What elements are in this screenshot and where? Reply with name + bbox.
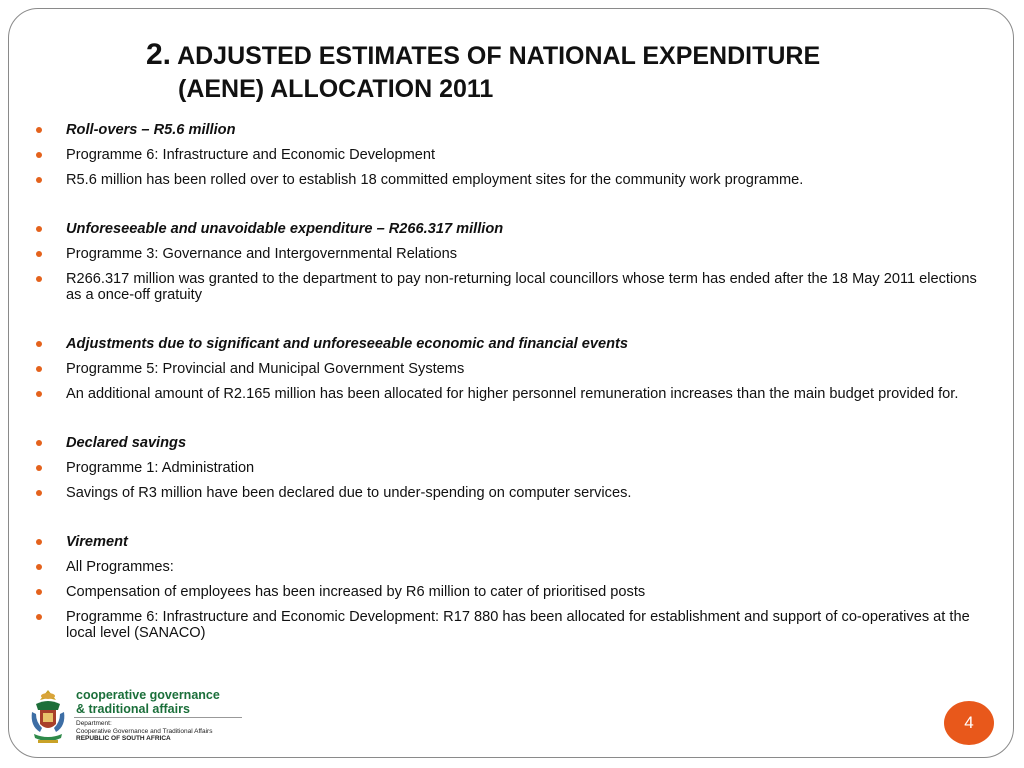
list-item bbox=[36, 172, 988, 188]
logo-sub-line-1: Department: bbox=[76, 720, 112, 727]
list-item bbox=[36, 460, 988, 476]
bullet-icon bbox=[36, 465, 42, 471]
item-text: Roll-overs – R5.6 million bbox=[66, 122, 236, 138]
section-heading bbox=[36, 435, 988, 451]
bullet-icon bbox=[36, 614, 42, 620]
list-item bbox=[36, 386, 988, 402]
bullet-icon bbox=[36, 226, 42, 232]
item-text: Programme 6: Infrastructure and Economic Development bbox=[66, 147, 436, 163]
list-item bbox=[36, 584, 988, 600]
logo-name bbox=[76, 688, 220, 716]
bullet-icon bbox=[36, 341, 42, 347]
logo-sub-line-3: REPUBLIC OF SOUTH AFRICA bbox=[76, 735, 171, 742]
bullet-list bbox=[36, 122, 988, 650]
list-item bbox=[36, 609, 988, 641]
list-item bbox=[36, 246, 988, 262]
section-heading bbox=[36, 122, 988, 138]
bullet-icon bbox=[36, 490, 42, 496]
list-item bbox=[36, 485, 988, 501]
bullet-icon bbox=[36, 177, 42, 183]
item-text: Programme 1: Administration bbox=[66, 460, 255, 476]
coat-of-arms-icon bbox=[28, 686, 68, 746]
bullet-icon bbox=[36, 251, 42, 257]
item-text: R5.6 million has been rolled over to establish 18 committed employment sites for the community work programme. bbox=[66, 172, 804, 188]
item-text: Savings of R3 million have been declared due to under-spending on computer services. bbox=[66, 485, 632, 501]
section-heading bbox=[36, 534, 988, 550]
logo-department-text bbox=[76, 720, 212, 743]
list-item bbox=[36, 147, 988, 163]
item-text: Compensation of employees has been increased by R6 million to cater of prioritised posts bbox=[66, 584, 646, 600]
item-text: Declared savings bbox=[66, 435, 187, 451]
logo-line-2: & traditional affairs bbox=[76, 702, 190, 716]
item-text: Programme 6: Infrastructure and Economic Development: R17 880 has been allocated for establishment and support of co-operatives at the local level (SANACO) bbox=[66, 609, 970, 641]
bullet-icon bbox=[36, 391, 42, 397]
department-logo bbox=[28, 686, 228, 746]
item-text: All Programmes: bbox=[66, 559, 174, 575]
title-number: 2. bbox=[146, 38, 172, 71]
logo-sub-line-2: Cooperative Governance and Traditional Affairs bbox=[76, 727, 213, 735]
bullet-icon bbox=[36, 366, 42, 372]
title-line-2: (AENE) ALLOCATION 2011 bbox=[178, 75, 494, 103]
item-text: Virement bbox=[66, 534, 128, 550]
bullet-icon bbox=[36, 127, 42, 133]
title-line-1: ADJUSTED ESTIMATES OF NATIONAL EXPENDITURE bbox=[177, 42, 821, 70]
bullet-icon bbox=[36, 539, 42, 545]
list-item bbox=[36, 271, 988, 303]
list-item bbox=[36, 361, 988, 377]
section-heading bbox=[36, 336, 988, 352]
bullet-icon bbox=[36, 152, 42, 158]
item-text: Adjustments due to significant and unforeseeable economic and financial events bbox=[66, 336, 628, 352]
list-item bbox=[36, 559, 988, 575]
bullet-icon bbox=[36, 589, 42, 595]
item-text: An additional amount of R2.165 million has been allocated for higher personnel remuneration increases than the main budget provided for. bbox=[66, 386, 959, 402]
item-text: Programme 5: Provincial and Municipal Government Systems bbox=[66, 361, 465, 377]
item-text: Programme 3: Governance and Intergovernmental Relations bbox=[66, 246, 457, 262]
slide-title bbox=[146, 38, 966, 106]
section-heading bbox=[36, 221, 988, 237]
logo-line-1: cooperative governance bbox=[76, 688, 220, 702]
logo-divider bbox=[74, 717, 242, 718]
bullet-icon bbox=[36, 440, 42, 446]
page-number-badge: 4 bbox=[944, 701, 994, 745]
item-text: R266.317 million was granted to the department to pay non-returning local councillors whose term has ended after the 18 May 2011 elections as a once-off gratuity bbox=[66, 271, 977, 303]
bullet-icon bbox=[36, 564, 42, 570]
item-text: Unforeseeable and unavoidable expenditure – R266.317 million bbox=[66, 221, 504, 237]
bullet-icon bbox=[36, 276, 42, 282]
